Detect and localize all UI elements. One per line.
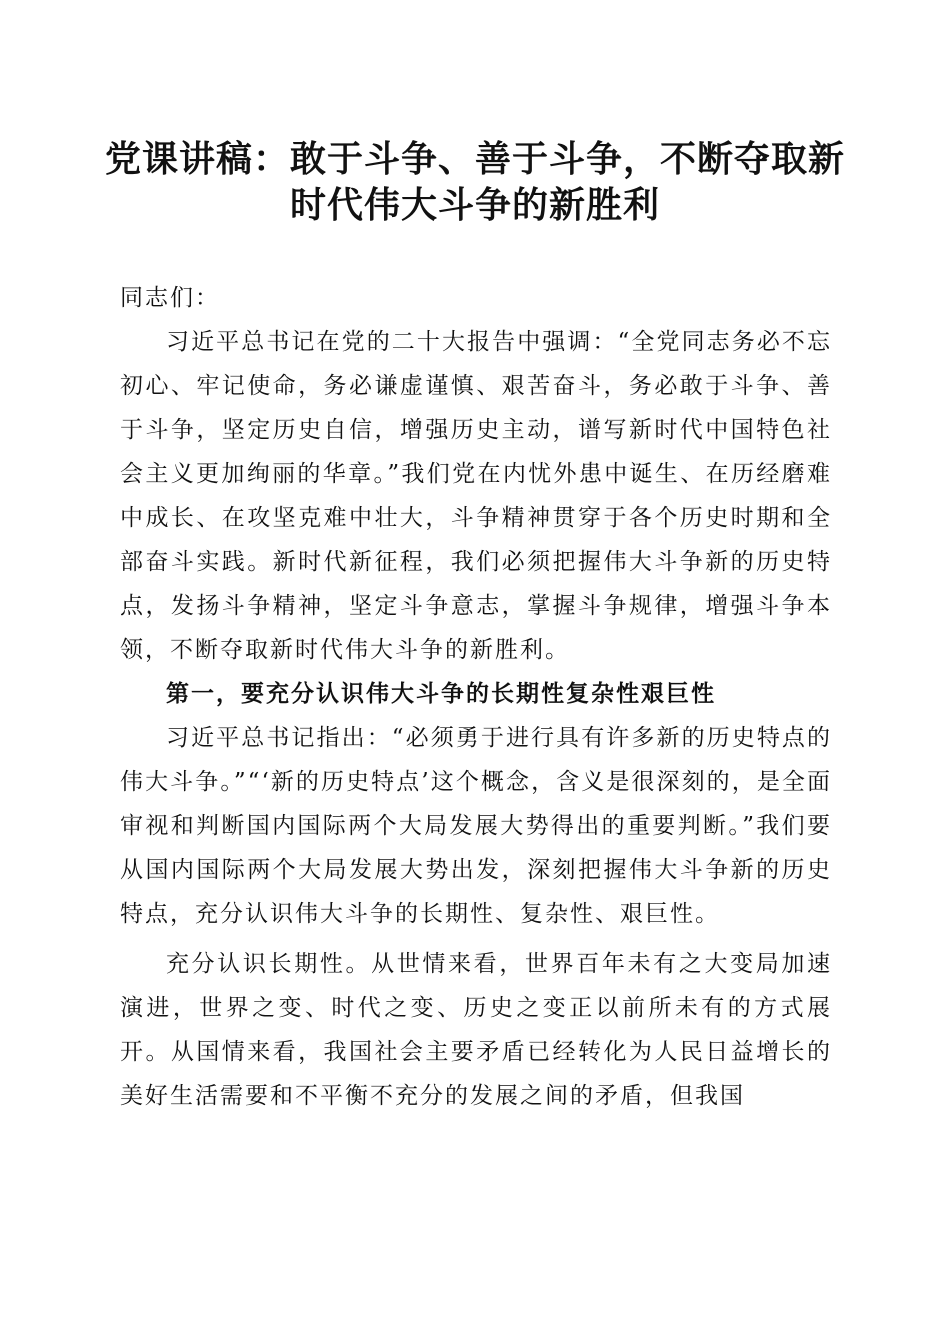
paragraph-long-term: 充分认识长期性。从世情来看，世界百年未有之大变局加速演进，世界之变、时代之变、历史之变正以前所未有的方式展开。从国情来看，我国社会主要矛盾已经转化为人民日益增长的美好生活需要和不平衡不充分的发展之间的矛盾，但我国: [120, 951, 832, 1109]
paragraph-section-1: 习近平总书记指出：“必须勇于进行具有许多新的历史特点的伟大斗争。”“‘新的历史特点’这个概念，含义是很深刻的，是全面审视和判断国内国际两个大局发展大势得出的重要判断。”我们要从国内国际两个大局发展大势出发，深刻把握伟大斗争新的历史特点，充分认识伟大斗争的长期性、复杂性、艰巨性。: [120, 725, 832, 927]
salutation: 同志们：: [120, 285, 220, 311]
document-body: [120, 276, 832, 1118]
title-line-2: 时代伟大斗争的新胜利: [289, 184, 660, 226]
page-title: [100, 136, 850, 228]
paragraph-intro: 习近平总书记在党的二十大报告中强调：“全党同志务必不忘初心、牢记使命，务必谦虚谨慎、艰苦奋斗，务必敢于斗争、善于斗争，坚定历史自信，增强历史主动，谱写新时代中国特色社会主义更加绚丽的华章。”我们党在内忧外患中诞生、在历经磨难中成长、在攻坚克难中壮大，斗争精神贯穿于各个历史时期和全部奋斗实践。新时代新征程，我们必须把握伟大斗争新的历史特点，发扬斗争精神，坚定斗争意志，掌握斗争规律，增强斗争本领，不断夺取新时代伟大斗争的新胜利。: [120, 329, 832, 663]
title-line-1: 党课讲稿：敢于斗争、善于斗争，不断夺取新: [104, 138, 845, 180]
section-heading-1: 第一，要充分认识伟大斗争的长期性复杂性艰巨性: [166, 680, 716, 707]
